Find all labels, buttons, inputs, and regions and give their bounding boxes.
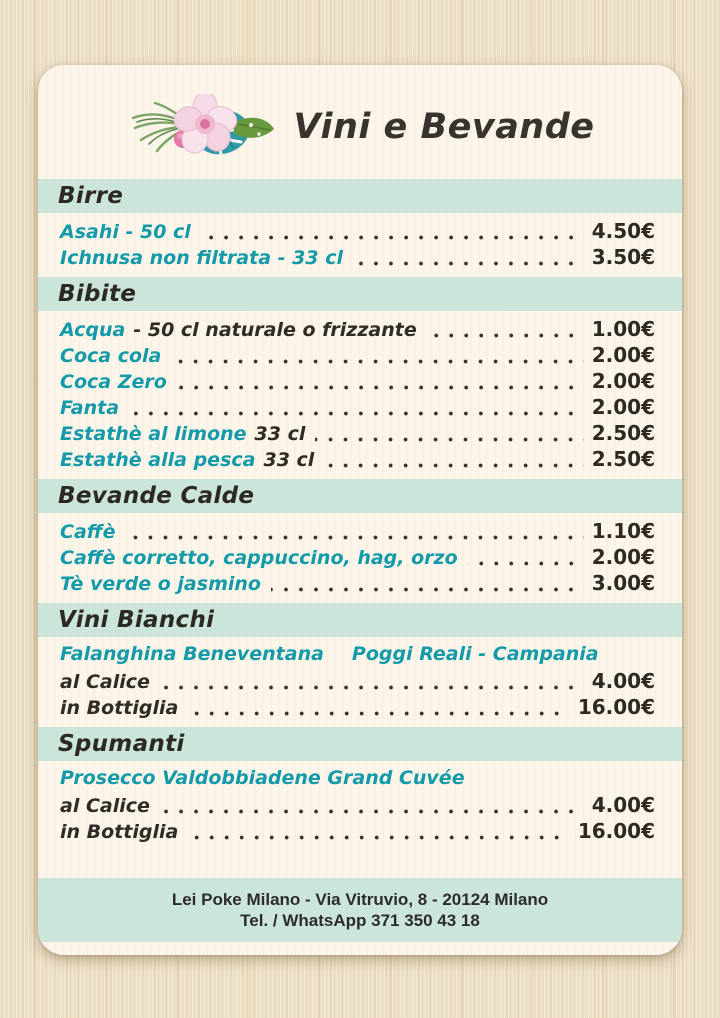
item-name: Asahi - 50 cl bbox=[60, 221, 191, 243]
item-price: 2.50€ bbox=[591, 447, 655, 471]
menu-item-row bbox=[60, 317, 655, 343]
wine-title-row bbox=[60, 767, 655, 793]
menu-item-row bbox=[60, 793, 655, 819]
section-heading-birre bbox=[38, 179, 682, 213]
item-name: al Calice bbox=[60, 795, 150, 817]
dot-leader bbox=[125, 534, 583, 541]
menu-item-row bbox=[60, 519, 655, 545]
menu-item-row bbox=[60, 369, 655, 395]
dot-leader bbox=[160, 684, 584, 691]
menu-item-row bbox=[60, 447, 655, 473]
item-price: 4.00€ bbox=[591, 669, 655, 693]
item-price: 2.00€ bbox=[591, 545, 655, 569]
section-items-birre bbox=[38, 213, 682, 277]
dot-leader bbox=[160, 808, 584, 815]
dot-leader bbox=[427, 332, 584, 339]
dot-leader bbox=[468, 560, 584, 567]
item-price: 16.00€ bbox=[577, 695, 655, 719]
item-name: Estathè al limone bbox=[60, 423, 247, 445]
item-price: 2.00€ bbox=[591, 343, 655, 367]
item-name: Coca Zero bbox=[60, 371, 167, 393]
section-items-spumanti bbox=[38, 761, 682, 851]
section-heading-bibite bbox=[38, 277, 682, 311]
dot-leader bbox=[324, 462, 583, 469]
menu-item-row bbox=[60, 669, 655, 695]
item-detail: 33 cl bbox=[254, 423, 306, 445]
menu-header bbox=[38, 65, 682, 179]
dot-leader bbox=[171, 358, 583, 365]
item-price: 1.10€ bbox=[591, 519, 655, 543]
item-detail: - 50 cl naturale o frizzante bbox=[133, 319, 417, 341]
section-title: Birre bbox=[58, 183, 124, 209]
menu-item-row bbox=[60, 421, 655, 447]
item-detail: 33 cl bbox=[263, 449, 315, 471]
item-name: Coca cola bbox=[60, 345, 162, 367]
section-heading-bevande-calde bbox=[38, 479, 682, 513]
item-price: 2.50€ bbox=[591, 421, 655, 445]
menu-item-row bbox=[60, 343, 655, 369]
item-name: Tè verde o jasmino bbox=[60, 573, 261, 595]
item-price: 4.50€ bbox=[591, 219, 655, 243]
item-name: Caffè corretto, cappuccino, hag, orzo bbox=[60, 547, 458, 569]
footer-address: Lei Poke Milano - Via Vitruvio, 8 - 20124 Milano bbox=[171, 889, 549, 909]
section-title: Spumanti bbox=[58, 731, 185, 757]
menu-item-row bbox=[60, 245, 655, 271]
menu-item-row bbox=[60, 219, 655, 245]
item-price: 4.00€ bbox=[591, 793, 655, 817]
item-price: 3.00€ bbox=[591, 571, 655, 595]
item-price: 1.00€ bbox=[591, 317, 655, 341]
section-items-bevande-calde bbox=[38, 513, 682, 603]
section-title: Bevande Calde bbox=[58, 483, 255, 509]
menu-item-row bbox=[60, 695, 655, 721]
dot-leader bbox=[271, 586, 584, 593]
item-name: Fanta bbox=[60, 397, 120, 419]
item-name: al Calice bbox=[60, 671, 150, 693]
item-price: 2.00€ bbox=[591, 395, 655, 419]
section-heading-spumanti bbox=[38, 727, 682, 761]
menu-card bbox=[38, 65, 682, 955]
dot-leader bbox=[129, 410, 584, 417]
dot-leader bbox=[188, 834, 569, 841]
item-name: in Bottiglia bbox=[60, 821, 179, 843]
wine-name: Prosecco Valdobbiadene Grand Cuvée bbox=[60, 767, 465, 789]
wine-title-row bbox=[60, 643, 655, 669]
wine-producer-region: Poggi Reali - Campania bbox=[351, 643, 599, 665]
item-name: in Bottiglia bbox=[60, 697, 179, 719]
dot-leader bbox=[188, 710, 569, 717]
item-price: 16.00€ bbox=[577, 819, 655, 843]
dot-leader bbox=[353, 260, 584, 267]
menu-item-row bbox=[60, 545, 655, 571]
dot-leader bbox=[201, 234, 584, 241]
menu-item-row bbox=[60, 395, 655, 421]
tropical-flower-icon bbox=[125, 94, 277, 160]
menu-title: Vini e Bevande bbox=[293, 107, 595, 147]
item-name: Ichnusa non filtrata - 33 cl bbox=[60, 247, 343, 269]
section-heading-vini-bianchi bbox=[38, 603, 682, 637]
section-title: Vini Bianchi bbox=[58, 607, 215, 633]
section-items-bibite bbox=[38, 311, 682, 479]
dot-leader bbox=[315, 436, 583, 443]
footer bbox=[38, 878, 682, 942]
item-name: Estathè alla pesca bbox=[60, 449, 256, 471]
item-price: 3.50€ bbox=[591, 245, 655, 269]
footer-phone: Tel. / WhatsApp 371 350 43 18 bbox=[240, 910, 480, 930]
menu-item-row bbox=[60, 819, 655, 845]
dot-leader bbox=[177, 384, 584, 391]
wine-name: Falanghina Beneventana bbox=[60, 643, 324, 665]
menu-item-row bbox=[60, 571, 655, 597]
item-name: Caffè bbox=[60, 521, 116, 543]
section-title: Bibite bbox=[58, 281, 137, 307]
section-items-vini-bianchi bbox=[38, 637, 682, 727]
item-name: Acqua bbox=[60, 319, 126, 341]
item-price: 2.00€ bbox=[591, 369, 655, 393]
